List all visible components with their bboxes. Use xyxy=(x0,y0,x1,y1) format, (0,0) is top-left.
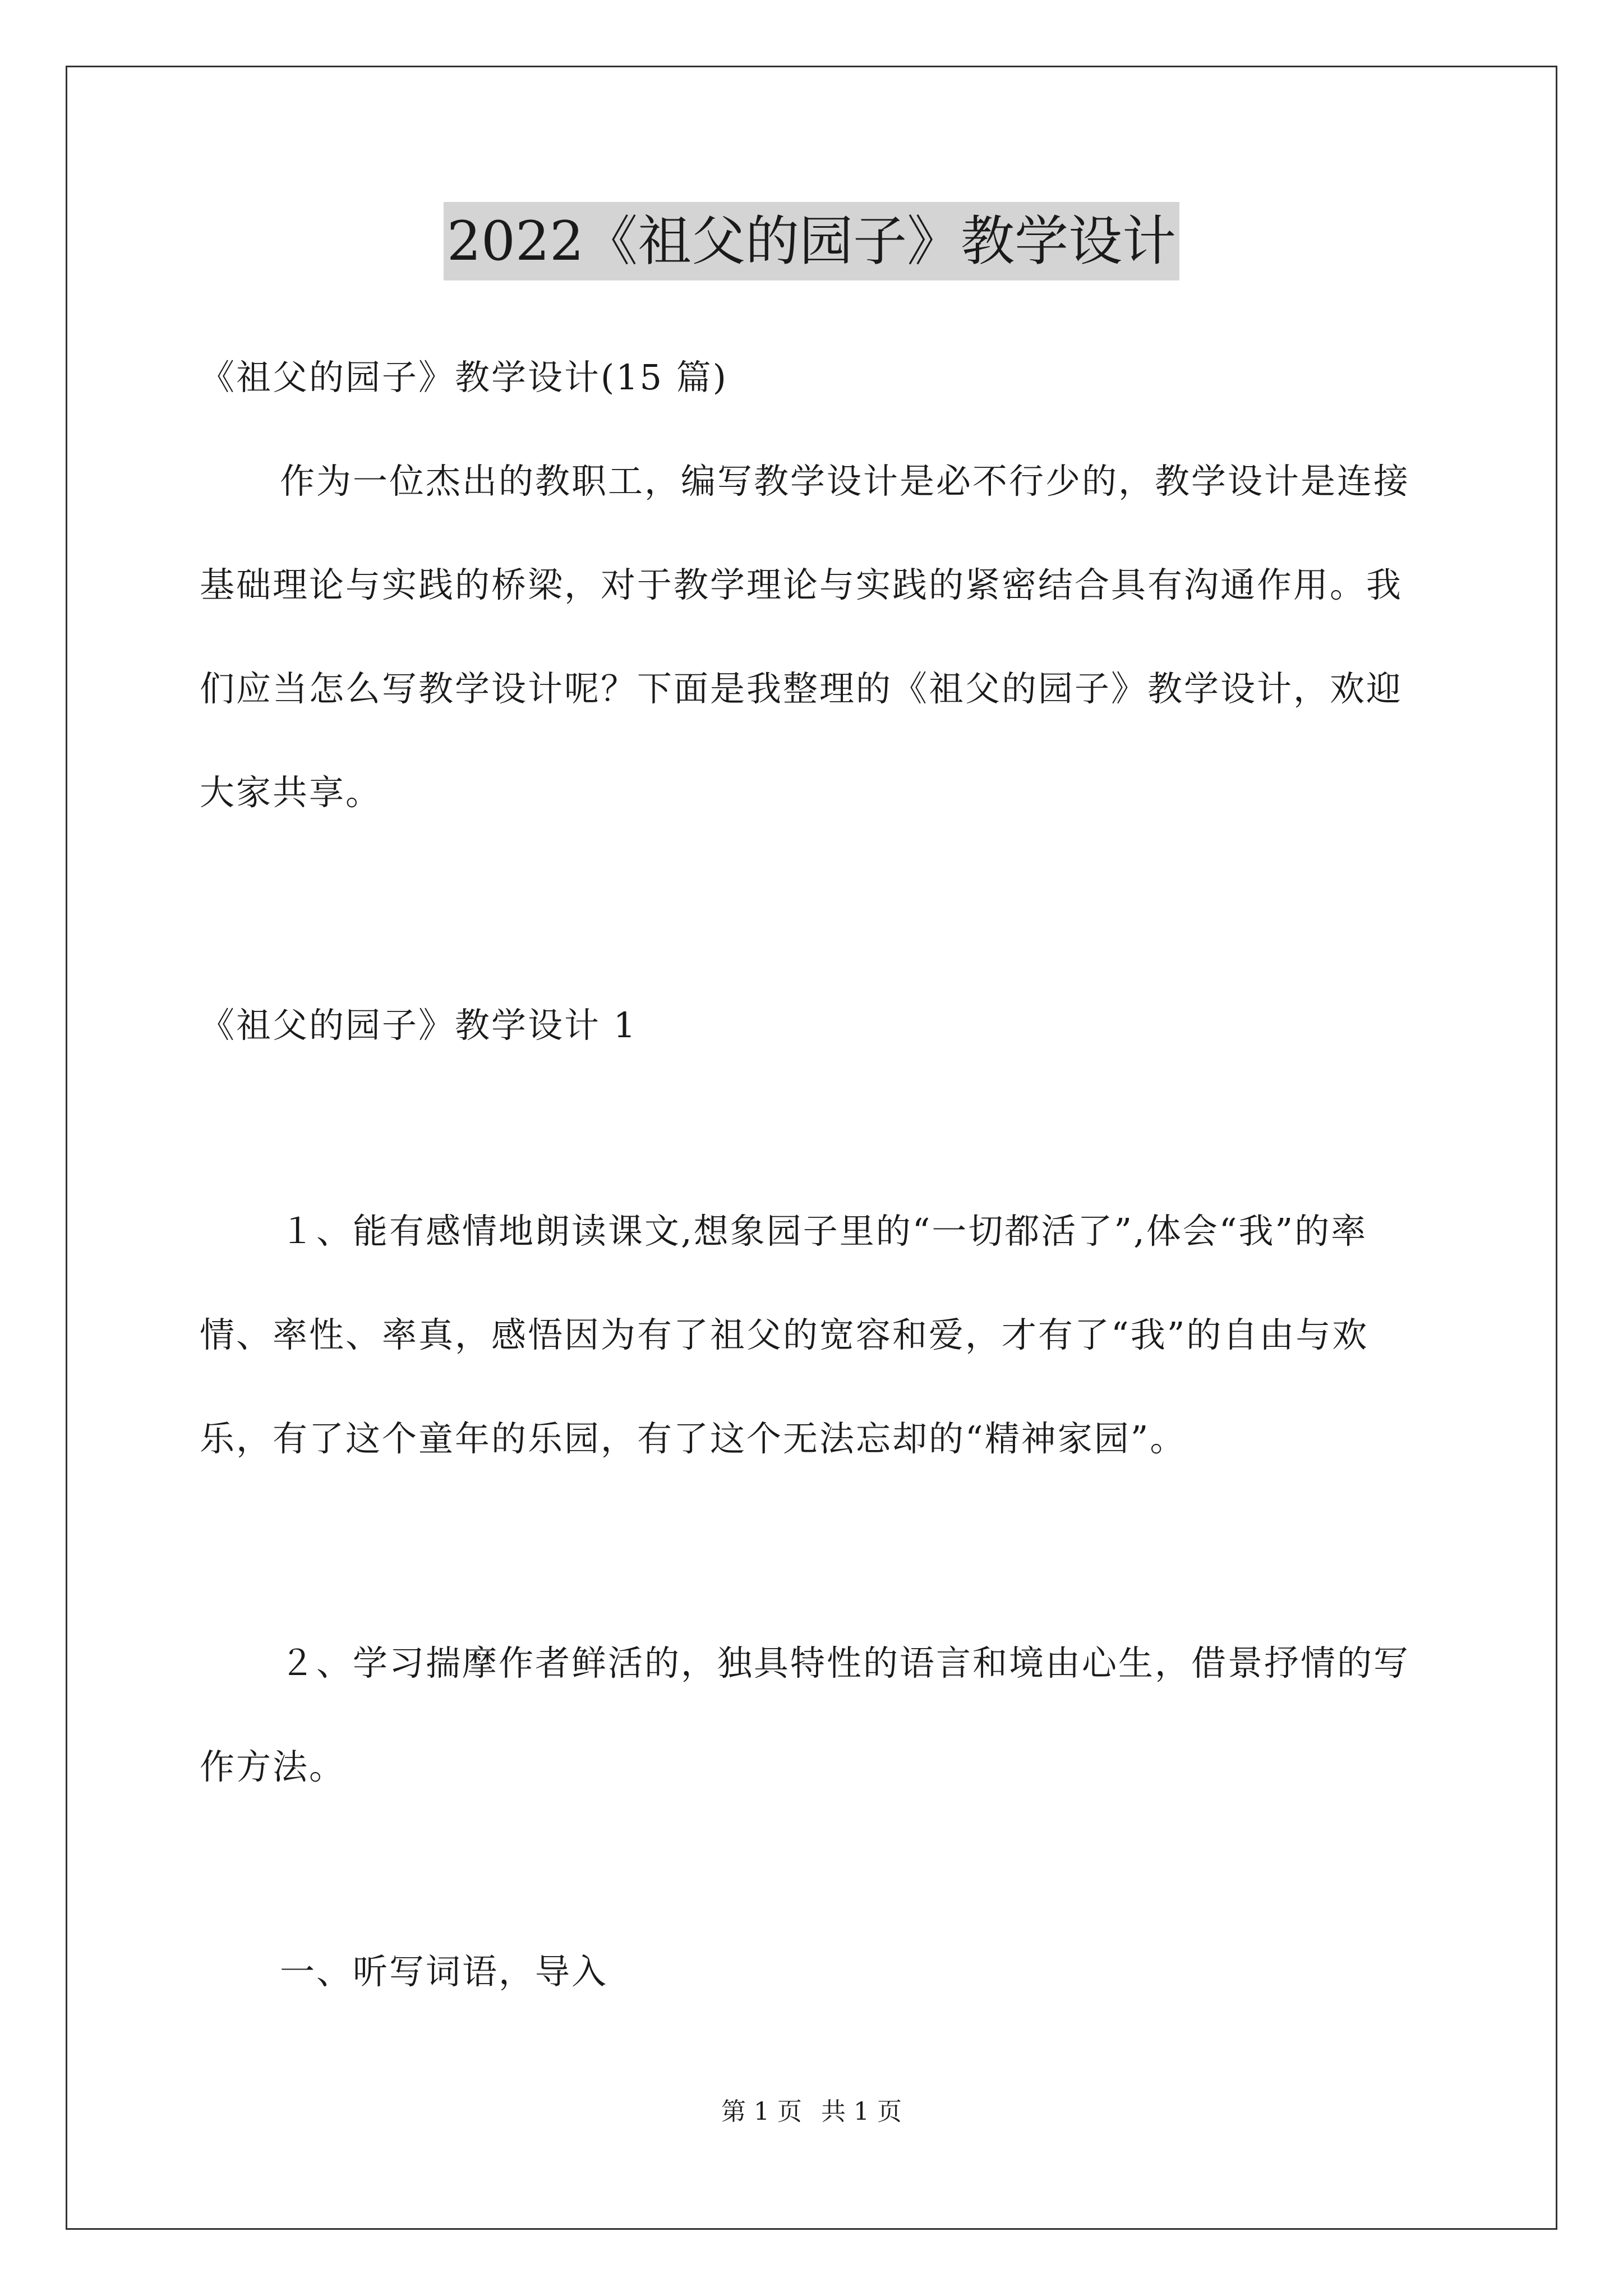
document-title-wrapper xyxy=(0,202,1623,280)
section-heading: 《祖父的园子》教学设计 1 xyxy=(200,1005,638,1046)
page-number-total: 共 1 页 xyxy=(821,2097,902,2126)
document-title: 2022《祖父的园子》教学设计 xyxy=(444,202,1179,280)
page-footer xyxy=(0,2095,1623,2129)
objective-paragraph-2: ２、学习揣摩作者鲜活的，独具特性的语言和境由心生，借景抒情的写作方法。 xyxy=(200,1642,1410,1787)
step-heading-1: 一、听写词语，导入 xyxy=(280,1951,608,1992)
page-number-current: 第 1 页 xyxy=(721,2097,802,2126)
intro-paragraph: 作为一位杰出的教职工，编写教学设计是必不行少的，教学设计是连接基础理论与实践的桥梁，对于教学理论与实践的紧密结合具有沟通作用。我们应当怎么写教学设计呢？下面是我整理的《祖父的园子》教学设计，欢迎大家共享。 xyxy=(200,461,1410,813)
objective-paragraph-1: １、能有感情地朗读课文,想象园子里的“一切都活了”,体会“我”的率情、率性、率真，感悟因为有了祖父的宽容和爱，才有了“我”的自由与欢乐，有了这个童年的乐园，有了这个无法忘却的“精神家园”。 xyxy=(200,1211,1369,1459)
document-subtitle: 《祖父的园子》教学设计(15 篇) xyxy=(200,357,728,398)
